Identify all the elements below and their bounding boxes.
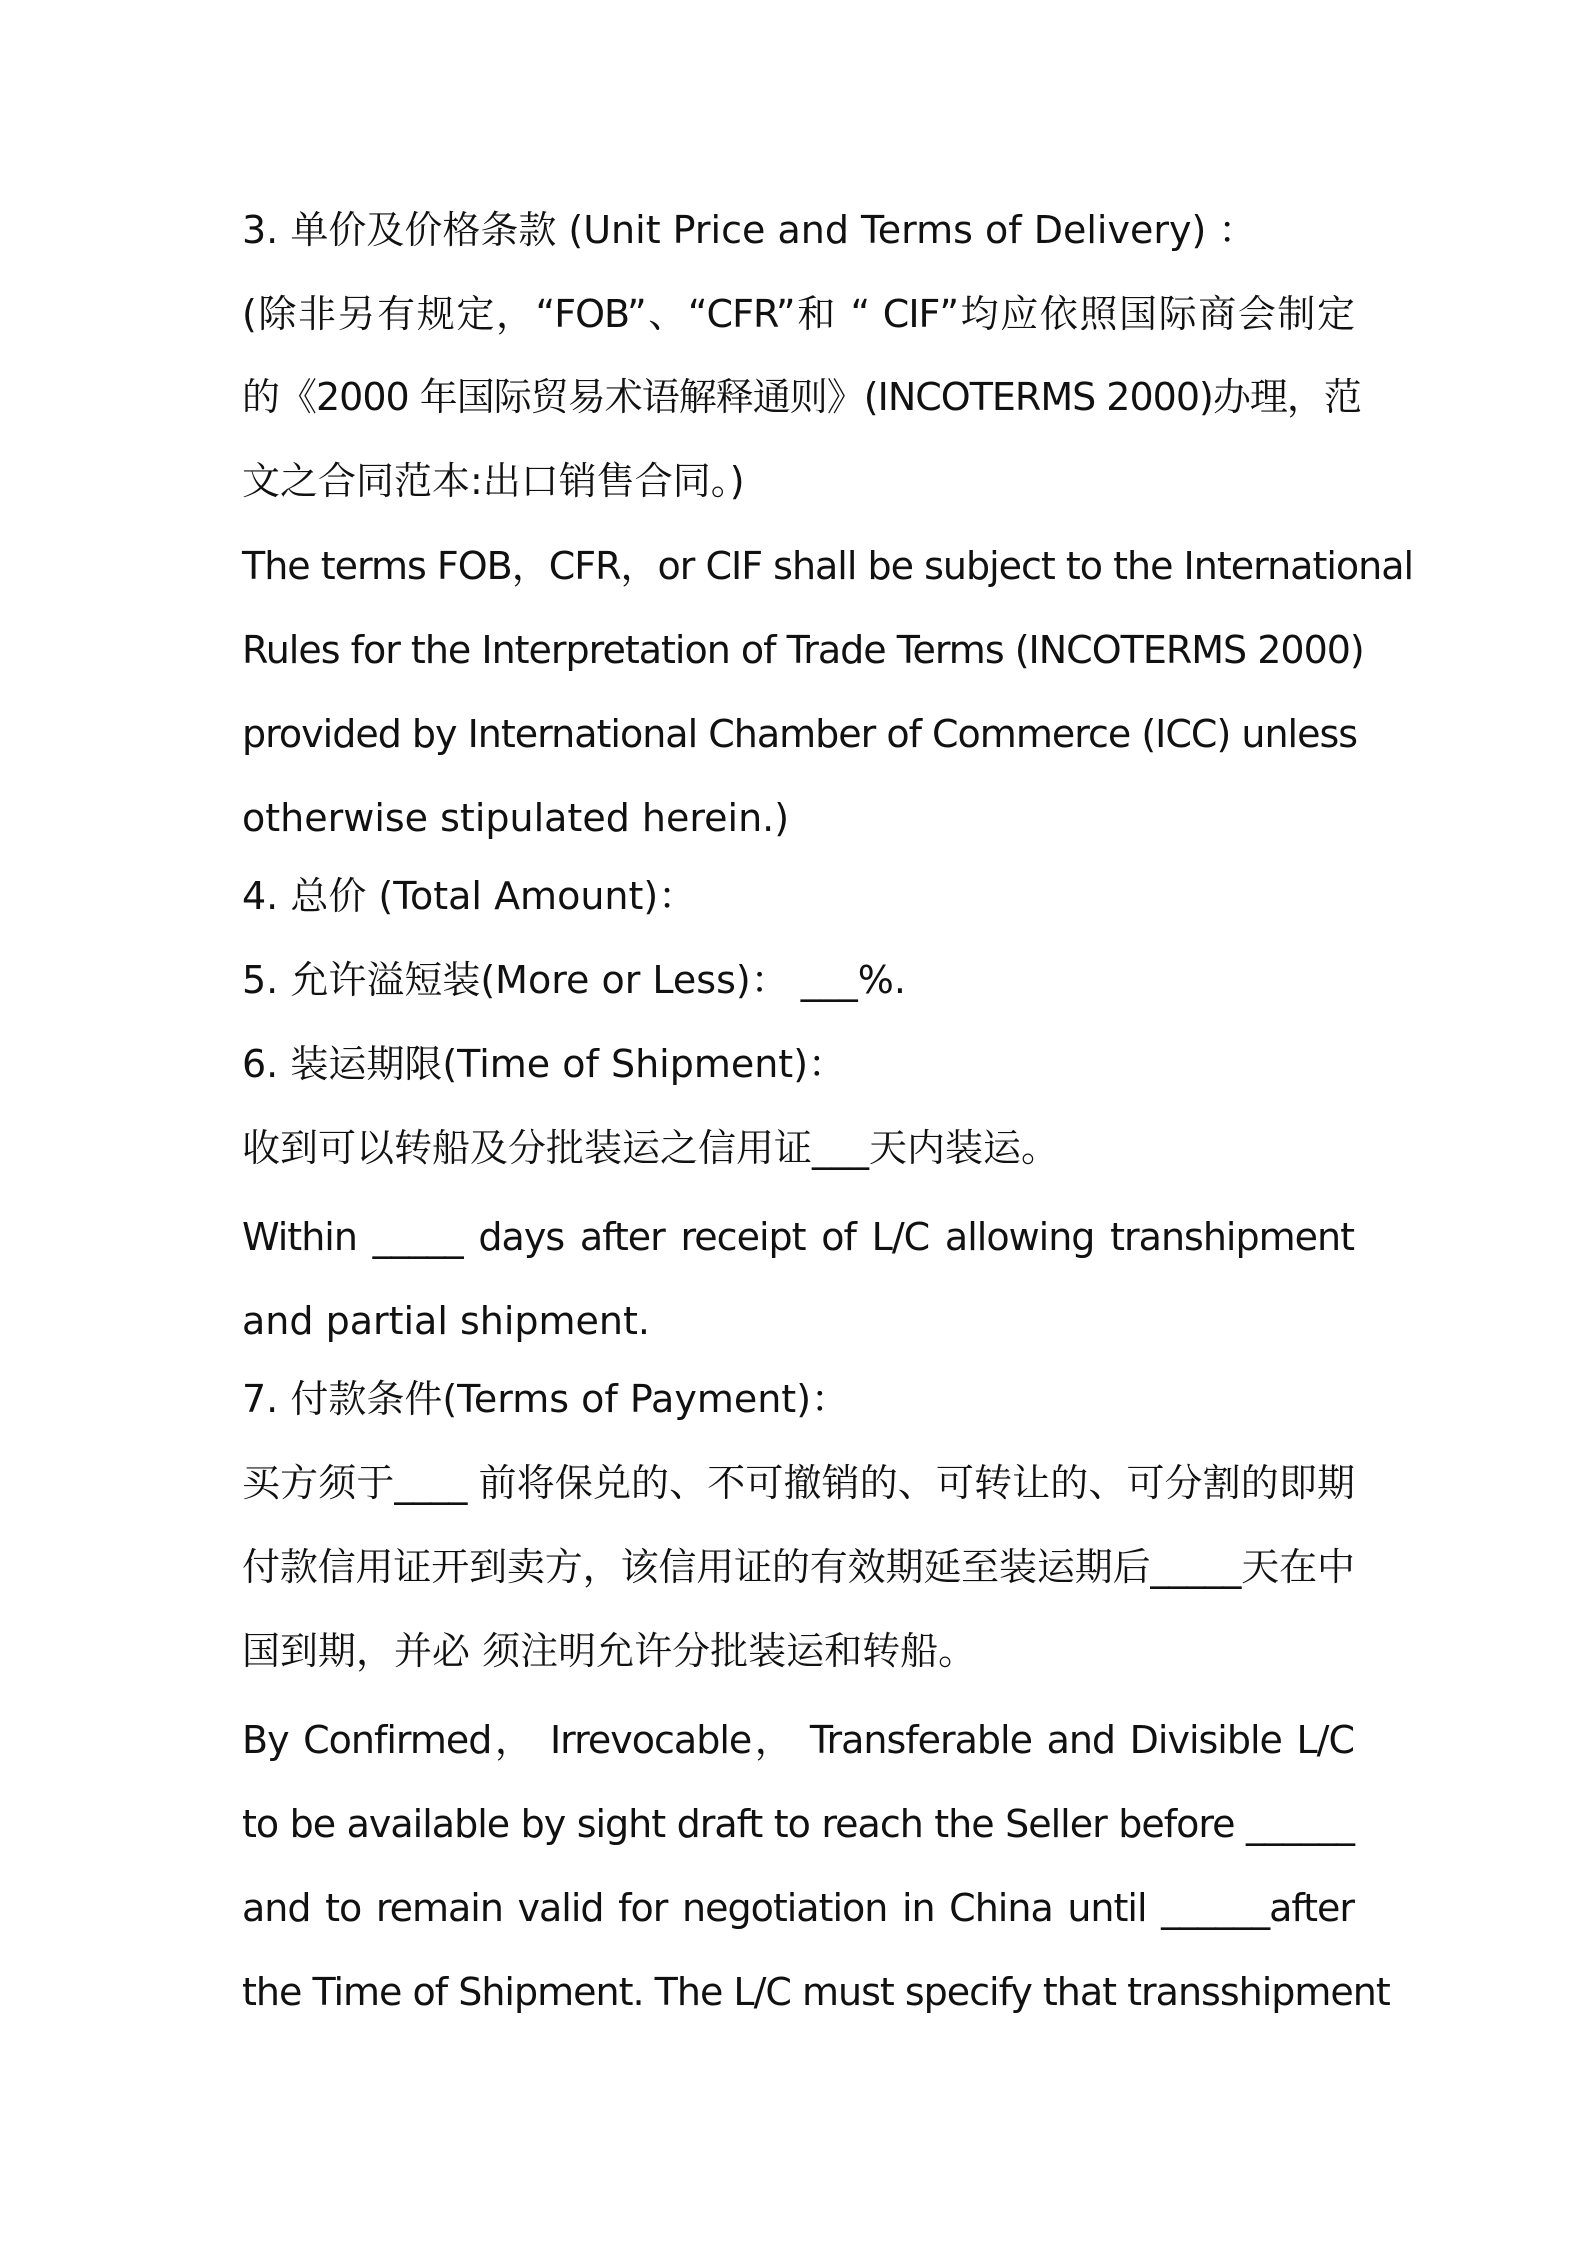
clause-4-heading: 4. 总价 (Total Amount)： — [242, 874, 697, 918]
clause-7-english-line-2: to be available by sight draft to reach the Seller before ______ — [242, 1802, 1354, 1846]
clause-6-english-line-1: Within _____ days after receipt of L/C allowing transhipment — [242, 1215, 1354, 1259]
clause-7-heading: 7. 付款条件(Terms of Payment)： — [242, 1377, 850, 1421]
clause-3-english-line-2: Rules for the Interpretation of Trade Terms (INCOTERMS 2000) — [242, 628, 1364, 672]
clause-7-chinese-line-3: 国到期，并必 须注明允许分批装运和转船。 — [242, 1629, 977, 1673]
clause-6-english-line-2: and partial shipment. — [242, 1299, 650, 1343]
clause-7-english-line-4: the Time of Shipment. The L/C must specify that transshipment — [242, 1970, 1390, 2014]
clause-7-english-line-3: and to remain valid for negotiation in China until ______after — [242, 1886, 1354, 1930]
clause-3-english-line-3: provided by International Chamber of Commerce (ICC) unless — [242, 712, 1358, 756]
clause-5-heading: 5. 允许溢短装(More or Less)： ___%. — [242, 958, 906, 1002]
clause-3-chinese-line-1: (除非另有规定，“FOB”、“CFR”和 “ CIF”均应依照国际商会制定 — [242, 292, 1354, 336]
clause-7-chinese-line-1: 买方须于____ 前将保兑的、不可撤销的、可转让的、可分割的即期 — [242, 1461, 1354, 1505]
clause-3-chinese-line-2: 的《2000 年国际贸易术语解释通则》(INCOTERMS 2000)办理，范 — [242, 375, 1361, 419]
clause-7-english-line-1: By Confirmed， Irrevocable， Transferable and Divisible L/C — [242, 1718, 1354, 1762]
clause-3-english-line-4: otherwise stipulated herein.) — [242, 796, 790, 840]
clause-3-chinese-line-3: 文之合同范本:出口销售合同。) — [242, 459, 745, 503]
clause-7-chinese-line-2: 付款信用证开到卖方，该信用证的有效期延至装运期后_____天在中 — [242, 1545, 1354, 1589]
clause-6-chinese-line: 收到可以转船及分批装运之信用证___天内装运。 — [242, 1126, 1060, 1170]
clause-6-heading: 6. 装运期限(Time of Shipment)： — [242, 1042, 847, 1086]
clause-3-english-line-1: The terms FOB，CFR，or CIF shall be subject to the International — [242, 544, 1414, 588]
clause-3-heading: 3. 单价及价格条款 (Unit Price and Terms of Delivery) ： — [242, 208, 1257, 252]
